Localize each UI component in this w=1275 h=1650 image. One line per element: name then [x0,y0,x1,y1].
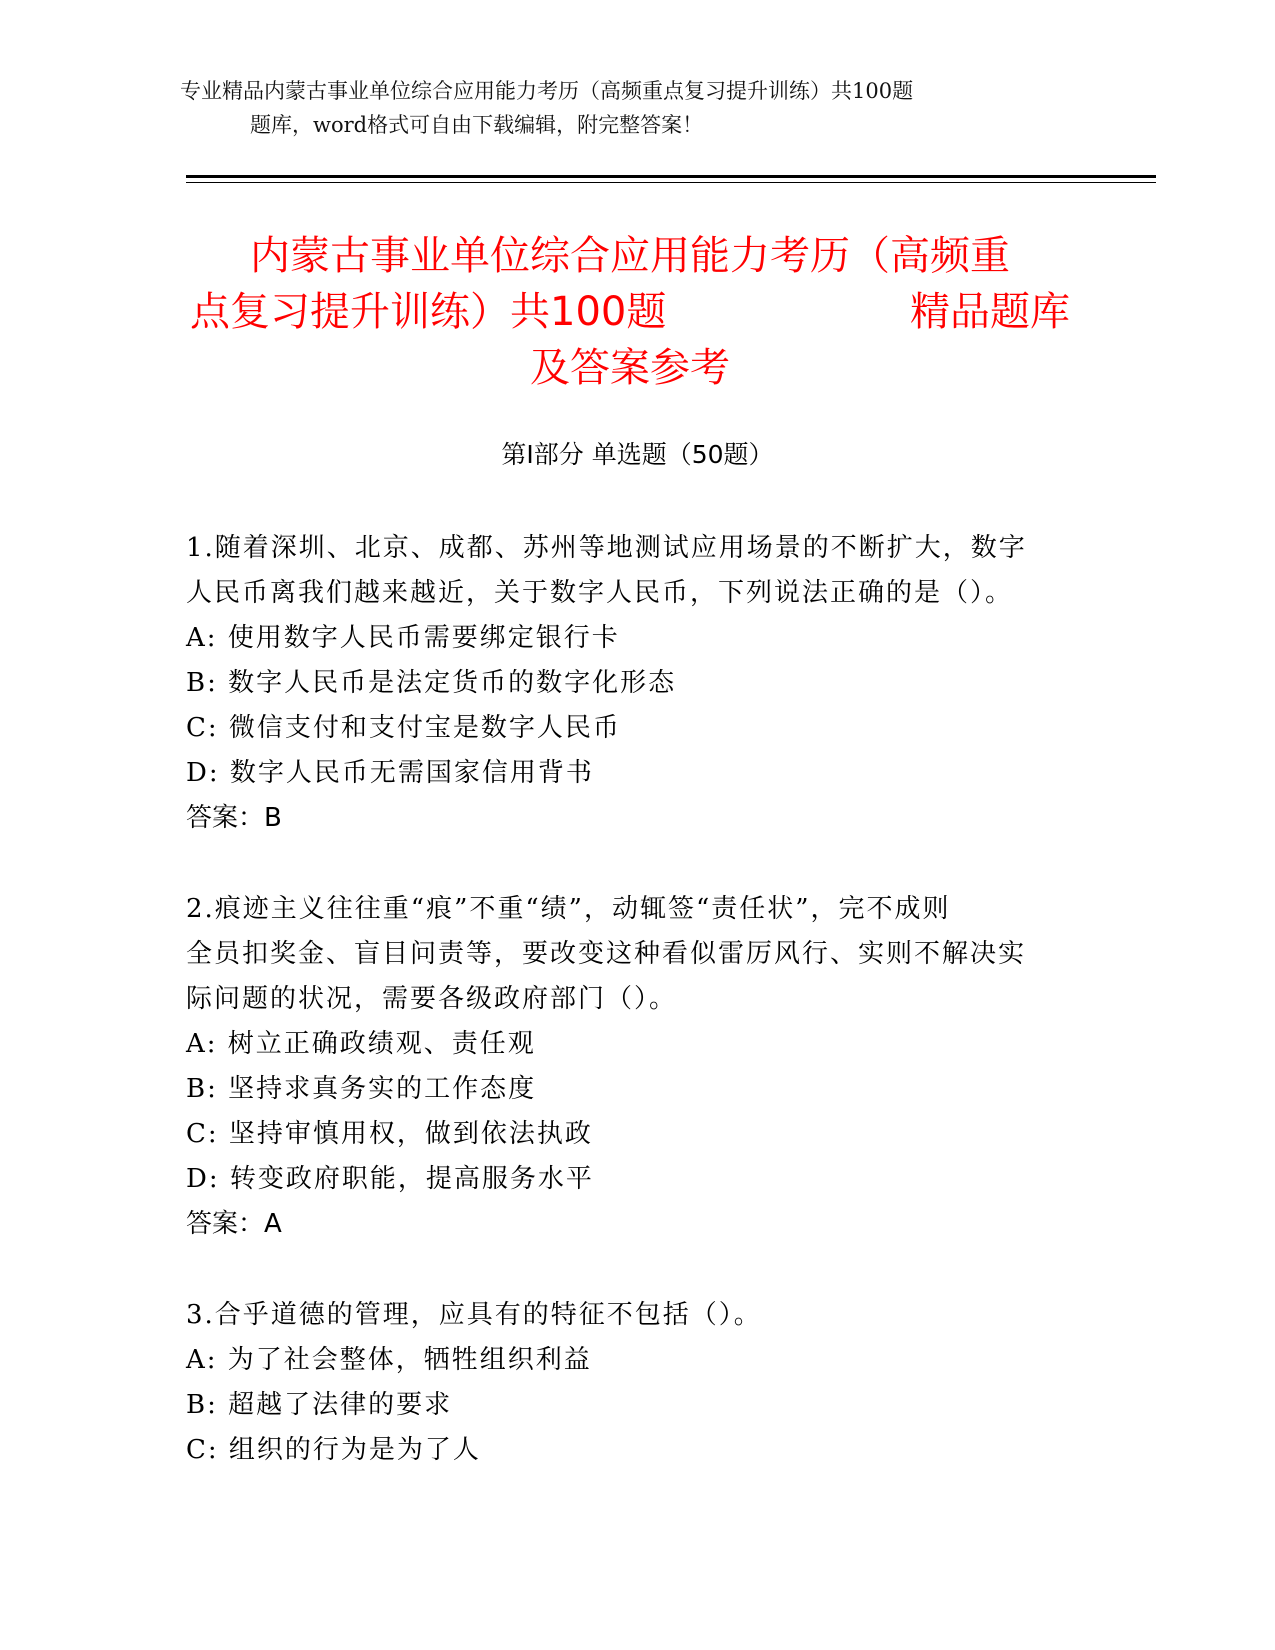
question-1 [186,526,1086,841]
option-d: D: 数字人民币无需国家信用背书 [186,758,594,788]
option-a: A: 树立正确政绩观、责任观 [186,1029,536,1059]
title-line-3: 及答案参考 [530,345,730,391]
question-3 [186,1293,1086,1473]
title-line-2 [190,284,1070,340]
question-stem-line: 全员扣奖金、盲目问责等，要改变这种看似雷厉风行、实则不解决实 [186,939,1027,969]
document-title [190,228,1070,396]
section-title: 第Ⅰ部分 单选题（50题） [501,440,774,469]
option-b: B: 坚持求真务实的工作态度 [186,1074,537,1104]
question-stem-line: 际问题的状况，需要各级政府部门（）。 [186,984,678,1014]
title-line-2-right: 精品题库 [910,289,1070,335]
title-line-2-left: 点复习提升训练）共100题 [190,289,667,335]
question-2 [186,887,1086,1247]
option-c: C: 坚持审慎用权，做到依法执政 [186,1119,593,1149]
option-a: A: 为了社会整体，牺牲组织利益 [186,1345,592,1375]
header-note-line-1: 专业精品内蒙古事业单位综合应用能力考历（高频重点复习提升训练）共100题 [180,79,914,103]
option-c: C: 组织的行为是为了人 [186,1435,481,1465]
header-divider-thin [186,182,1156,183]
option-b: B: 数字人民币是法定货币的数字化形态 [186,668,677,698]
question-stem-line: 人民币离我们越来越近，关于数字人民币，下列说法正确的是（）。 [186,578,1014,608]
question-stem-line: 2.痕迹主义往往重“痕”不重“绩”，动辄签“责任状”，完不成则 [186,894,951,924]
answer: 答案：B [186,803,282,833]
answer: 答案：A [186,1209,282,1239]
option-d: D: 转变政府职能，提高服务水平 [186,1164,594,1194]
question-stem-line: 3.合乎道德的管理，应具有的特征不包括（）。 [186,1300,762,1330]
title-line-1: 内蒙古事业单位综合应用能力考历（高频重 [250,233,1010,279]
question-list [186,526,1086,1519]
question-stem-line: 1.随着深圳、北京、成都、苏州等地测试应用场景的不断扩大，数字 [186,533,1027,563]
option-b: B: 超越了法律的要求 [186,1390,453,1420]
option-c: C: 微信支付和支付宝是数字人民币 [186,713,621,743]
header-divider-thick [186,175,1156,178]
option-a: A: 使用数字人民币需要绑定银行卡 [186,623,620,653]
header-note [180,74,1040,142]
header-note-line-2: 题库，word格式可自由下载编辑，附完整答案！ [250,113,704,137]
